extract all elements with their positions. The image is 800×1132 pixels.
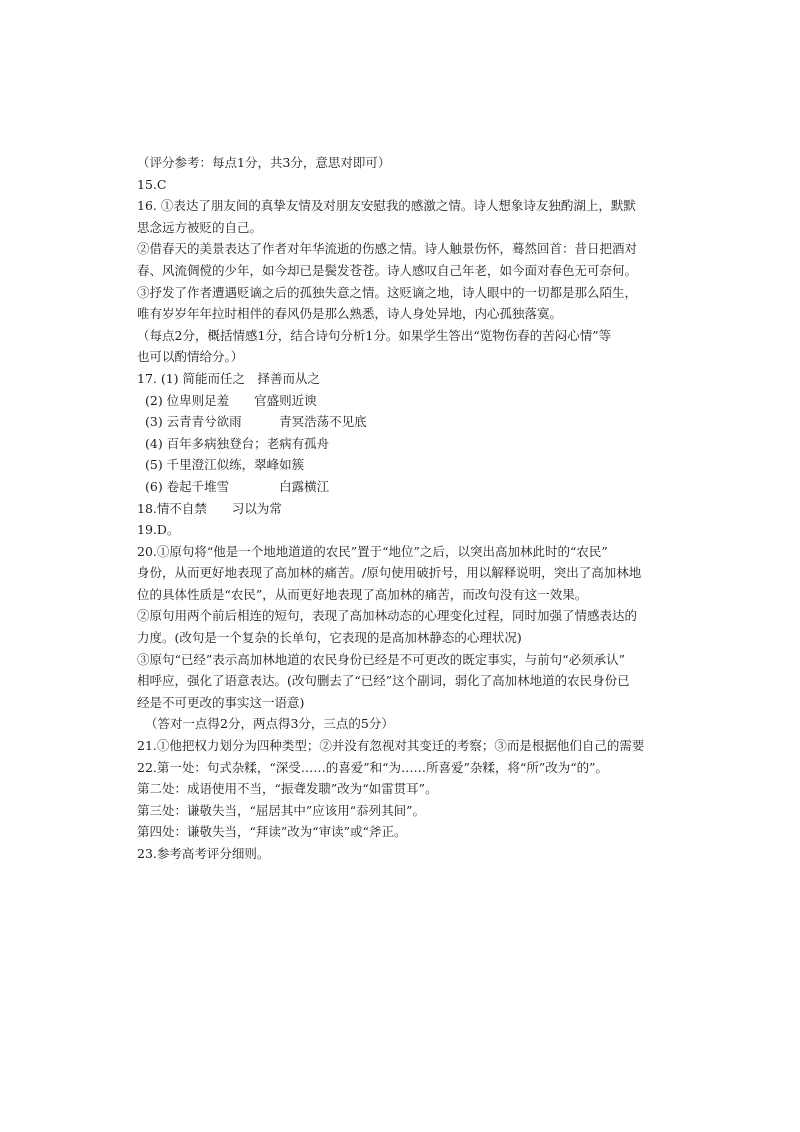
answer-q20-line2: 身份，从而更好地表现了高加林的痛苦。/原句使用破折号，用以解释说明，突出了高加林地 bbox=[137, 565, 642, 581]
answer-q15: 15.C bbox=[137, 176, 167, 192]
answer-q17-1: 17. (1) 简能而任之 择善而从之 bbox=[137, 370, 321, 386]
answer-q17-2: (2) 位卑则足羞 官盛则近谀 bbox=[145, 392, 317, 408]
scoring-note-q14: （评分参考：每点1分，共3分，意思对即可） bbox=[137, 155, 391, 170]
answer-q17-4: (4) 百年多病独登台；老病有孤舟 bbox=[145, 435, 330, 451]
answer-q20-line1: 20.①原句将“他是一个地地道道的农民”置于“地位”之后，以突出高加林此时的“农民” bbox=[137, 543, 608, 559]
answer-q20-line3: 位的具体性质是“农民”，从而更好地表现了高加林的痛苦，而改句没有这一效果。 bbox=[137, 586, 588, 602]
answer-q16-line1: 16. ①表达了朋友间的真挚友情及对朋友安慰我的感激之情。诗人想象诗友独酌湖上，默默 bbox=[137, 198, 636, 214]
answer-q22-line4: 第四处：谦敬失当，“拜读”改为“审读”或“斧正。 bbox=[137, 824, 407, 840]
answer-q23: 23.参考高考评分细则。 bbox=[137, 846, 270, 861]
answer-q22-line2: 第二处：成语使用不当，“振聋发聩”改为“如雷贯耳”。 bbox=[137, 781, 438, 797]
answer-q20-line7: 相呼应，强化了语意表达。(改句删去了“已经”这个副词，弱化了高加林地道的农民身份已 bbox=[137, 673, 630, 689]
answer-q22-line1: 22.第一处：句式杂糅，“深受……的喜爱”和“为……所喜爱”杂糅，将“所”改为“的”。 bbox=[137, 759, 609, 775]
scoring-note-q16-line1: （每点2分，概括情感1分，结合诗句分析1分。如果学生答出“览物伤春的苦闷心情”等 bbox=[137, 327, 612, 343]
answer-q22-line3: 第三处：谦敬失当，“屈居其中”应该用“忝列其间”。 bbox=[137, 802, 426, 818]
scoring-note-q20: （答对一点得2分，两点得3分，三点的5分） bbox=[145, 716, 394, 732]
answer-q16-line5: ③抒发了作者遭遇贬谪之后的孤独失意之情。这贬谪之地，诗人眼中的一切都是那么陌生， bbox=[137, 284, 638, 300]
answer-q17-3: (3) 云青青兮欲雨 青冥浩荡不见底 bbox=[145, 414, 367, 430]
answer-q20-line8: 经是不可更改的事实这一语意) bbox=[137, 694, 305, 710]
answer-q16-line4: 春、风流倜傥的少年，如今却已是鬓发苍苍。诗人感叹自己年老，如今面对春色无可奈何。 bbox=[137, 262, 638, 278]
answer-q16-line2: 思念远方被贬的自己。 bbox=[137, 219, 263, 235]
scoring-note-q16-line2: 也可以酌情给分。） bbox=[137, 349, 244, 365]
answer-q20-line5: 力度。(改句是一个复杂的长单句，它表现的是高加林静态的心理状况) bbox=[137, 630, 522, 646]
answer-q16-line3: ②借春天的美景表达了作者对年华流逝的伤感之情。诗人触景伤怀，蓦然回首：昔日把酒对 bbox=[137, 241, 638, 257]
answer-q18: 18.情不自禁 习以为常 bbox=[137, 500, 282, 516]
answer-q17-5: (5) 千里澄江似练，翠峰如簇 bbox=[145, 457, 305, 473]
answer-q20-line6: ③原句“已经”表示高加林地道的农民身份已经是不可更改的既定事实，与前句“必须承认” bbox=[137, 651, 626, 667]
answer-q16-line6: 唯有岁岁年年拉时相伴的春风仍是那么熟悉，诗人身处异地，内心孤独落寞。 bbox=[137, 306, 563, 322]
answer-text-block bbox=[137, 152, 677, 865]
answer-q19: 19.D。 bbox=[137, 522, 180, 538]
answer-q21: 21.①他把权力划分为四种类型；②并没有忽视对其变迁的考察；③而是根据他们自己的需要 bbox=[137, 738, 645, 754]
answer-q17-6: (6) 卷起千堆雪 白露横江 bbox=[145, 478, 330, 494]
answer-q20-line4: ②原句用两个前后相连的短句，表现了高加林动态的心理变化过程，同时加强了情感表达的 bbox=[137, 608, 638, 624]
